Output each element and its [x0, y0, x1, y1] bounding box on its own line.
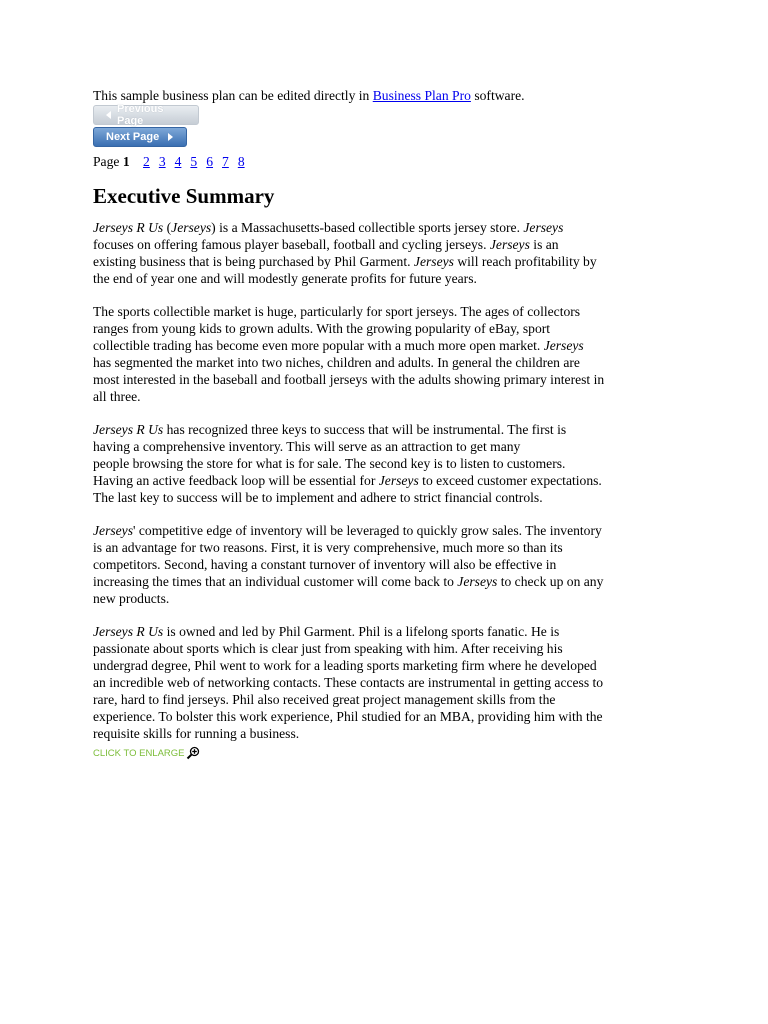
- text-fragment: Having an active feedback loop will be essential for: [93, 473, 379, 488]
- text-fragment: is owned and led by Phil Garment. Phil is a lifelong sports fanatic. He is: [163, 624, 560, 639]
- text-fragment: focuses on offering famous player baseball, football and cycling jerseys.: [93, 237, 490, 252]
- document-page: [93, 87, 678, 760]
- page-link-8[interactable]: 8: [237, 154, 245, 169]
- company-short: Jerseys: [378, 473, 419, 488]
- company-short: Jerseys: [413, 254, 454, 269]
- next-page-button[interactable]: [93, 127, 187, 147]
- text-fragment: has recognized three keys to success that will be instrumental. The first is: [163, 422, 567, 437]
- company-short: Jerseys: [523, 220, 564, 235]
- text-line: rare, hard to find jerseys. Phil also received great project management skills from the: [93, 692, 556, 707]
- text-fragment: to exceed customer expectations.: [418, 473, 602, 488]
- text-line: is an advantage for two reasons. First, it is very comprehensive, much more so than its: [93, 540, 563, 555]
- text-line: most interested in the baseball and football jerseys with the adults showing primary interest in: [93, 372, 605, 387]
- text-line: has segmented the market into two niches, children and adults. In general the children are: [93, 355, 580, 370]
- text-fragment: to check up on any: [497, 574, 604, 589]
- text-line: The sports collectible market is huge, particularly for sport jerseys. The ages of collectors: [93, 304, 581, 319]
- text-line: [93, 236, 678, 253]
- company-name: Jerseys R Us: [93, 624, 164, 639]
- arrow-right-icon: [168, 133, 173, 141]
- text-line: [93, 522, 678, 539]
- text-line: [93, 421, 678, 438]
- click-to-enlarge-link[interactable]: [93, 746, 678, 760]
- intro-line: [93, 87, 678, 104]
- company-short: Jerseys: [457, 574, 498, 589]
- text-line: undergrad degree, Phil went to work for a leading sports marketing firm where he developed: [93, 658, 597, 673]
- arrow-left-icon: [106, 111, 111, 119]
- page-link-6[interactable]: 6: [206, 154, 214, 169]
- company-short: Jerseys: [489, 237, 530, 252]
- text-line: [93, 573, 678, 590]
- page-link-5[interactable]: 5: [190, 154, 198, 169]
- previous-page-button[interactable]: [93, 105, 199, 125]
- text-line: [93, 337, 678, 354]
- text-line: requisite skills for running a business.: [93, 726, 300, 741]
- text-line: people browsing the store for what is for sale. The second key is to listen to customers.: [93, 456, 566, 471]
- current-page: 1: [122, 154, 130, 169]
- text-line: [93, 253, 678, 270]
- zoom-in-icon: [186, 746, 200, 760]
- text-fragment: ' competitive edge of inventory will be leveraged to quickly grow sales. The inventory: [133, 523, 602, 538]
- text-fragment: collectible trading has become even more popular with a much more open market.: [93, 338, 544, 353]
- business-plan-pro-link[interactable]: Business Plan Pro: [372, 88, 471, 103]
- text-line: [93, 219, 678, 236]
- text-fragment: will reach profitability by: [453, 254, 597, 269]
- page-link-7[interactable]: 7: [222, 154, 229, 169]
- company-short: Jerseys: [171, 220, 212, 235]
- text-line: experience. To bolster this work experience, Phil studied for an MBA, providing him with the: [93, 709, 603, 724]
- text-fragment: (: [163, 220, 172, 235]
- text-line: ranges from young kids to grown adults. With the growing popularity of eBay, sport: [93, 321, 551, 336]
- text-line: The last key to success will be to implement and adhere to strict financial controls.: [93, 490, 543, 505]
- paragraph-4: [93, 522, 678, 607]
- next-page-label: Next Page: [106, 131, 160, 143]
- text-line: all three.: [93, 389, 141, 404]
- intro-text-end: software.: [470, 88, 525, 103]
- paragraph-3: [93, 421, 678, 506]
- intro-text: This sample business plan can be edited directly in: [93, 88, 373, 103]
- text-line: an incredible web of networking contacts. These contacts are instrumental in getting access to: [93, 675, 604, 690]
- page-prefix: Page: [93, 154, 123, 169]
- text-line: [93, 623, 678, 640]
- company-short: Jerseys: [93, 523, 134, 538]
- text-fragment: ) is a Massachusetts-based collectible sports jersey store.: [211, 220, 524, 235]
- paragraph-5: [93, 623, 678, 742]
- text-line: having a comprehensive inventory. This will serve as an attraction to get many: [93, 439, 521, 454]
- previous-page-label: Previous Page: [117, 103, 164, 127]
- text-fragment: existing business that is being purchased by Phil Garment.: [93, 254, 414, 269]
- pagination: [93, 153, 678, 170]
- company-name: Jerseys R Us: [93, 422, 164, 437]
- text-line: passionate about sports which is clear just from speaking with him. After receiving his: [93, 641, 563, 656]
- text-fragment: is an: [529, 237, 559, 252]
- text-fragment: increasing the times that an individual customer will come back to: [93, 574, 458, 589]
- text-line: [93, 472, 678, 489]
- paragraph-1: [93, 219, 678, 287]
- company-short: Jerseys: [543, 338, 584, 353]
- page-link-3[interactable]: 3: [158, 154, 166, 169]
- enlarge-label: CLICK TO ENLARGE: [93, 747, 185, 759]
- text-line: new products.: [93, 591, 170, 606]
- text-line: the end of year one and will modestly generate profits for future years.: [93, 271, 477, 286]
- company-name: Jerseys R Us: [93, 220, 164, 235]
- page-title: Executive Summary: [93, 184, 275, 208]
- page-link-4[interactable]: 4: [174, 154, 182, 169]
- text-line: competitors. Second, having a constant turnover of inventory will also be effective in: [93, 557, 557, 572]
- paragraph-2: [93, 303, 678, 405]
- page-link-2[interactable]: 2: [143, 154, 150, 169]
